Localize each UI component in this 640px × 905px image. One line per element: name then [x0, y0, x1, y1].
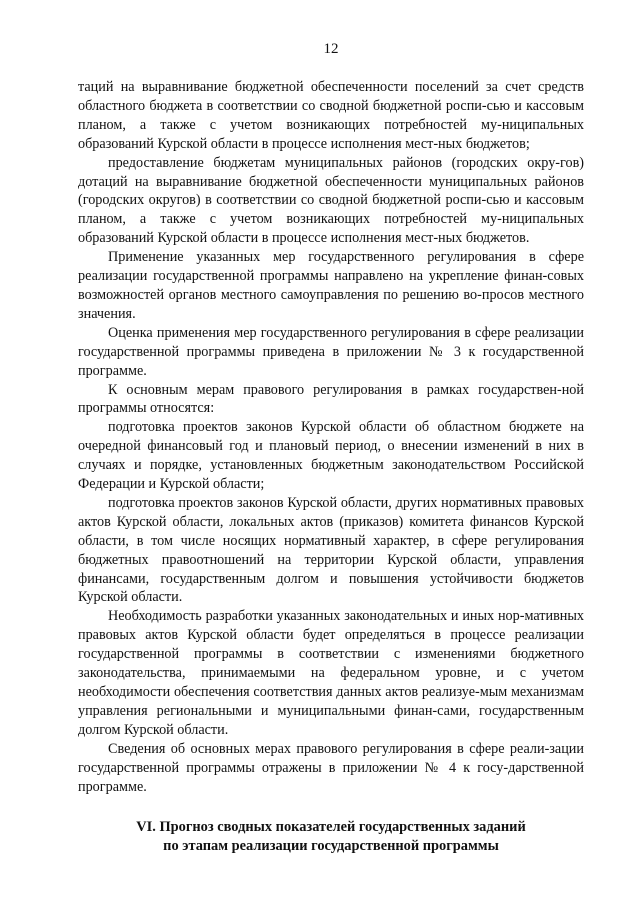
paragraph: Сведения об основных мерах правового регулирования в сфере реали-зации государственной программы отражены в приложении № 4 к госу-дарственной программе.: [78, 740, 584, 795]
paragraph: К основным мерам правового регулирования в рамках государствен-ной программы относятся:: [78, 381, 584, 417]
body-text: [78, 78, 584, 796]
paragraph: Оценка применения мер государственного регулирования в сфере реализации государственной программы приведена в приложении № 3 к государственной программе.: [78, 324, 584, 379]
paragraph: таций на выравнивание бюджетной обеспеченности поселений за счет средств областного бюджета в соответствии со сводной бюджетной роспи-сью и кассовым планом, а также с учетом возникающих потребностей му-ниципальных образований Курской области в процессе исполнения мест-ных бюджетов;: [78, 79, 584, 152]
paragraph: подготовка проектов законов Курской области, других нормативных правовых актов Курской области, локальных актов (приказов) комитета финансов Курской области, в том числе носящих нормативный характер, в сфере регулирования бюджетных правоотношений на территории Курской области, управления финансами, государственным долгом и повышения устойчивости бюджетов Курской области.: [78, 494, 584, 606]
section-title: [78, 818, 584, 856]
page-number: 12: [323, 41, 339, 57]
section-title-line: VI. Прогноз сводных показателей государственных заданий: [136, 819, 526, 836]
paragraph: Применение указанных мер государственного регулирования в сфере реализации государственной программы направлено на укрепление финан-совых возможностей органов местного самоуправления по решению во-просов местного значения.: [78, 249, 584, 322]
paragraph: подготовка проектов законов Курской области об областном бюджете на очередной финансовый год и плановый период, о внесении изменений в них в случаях и порядке, установленных бюджетным законодательством Российской Федерации и Курской области;: [78, 419, 584, 493]
paragraph: Необходимость разработки указанных законодательных и иных нор-мативных правовых актов Курской области будет определяться в процессе реализации государственной программы в соответствии с изменениями бюджетного законодательства, принимаемыми на федеральном уровне, и с учетом необходимости обеспечения соответствия данных актов реализуе-мым механизмам управления региональными и муниципальными финан-сами, государственным долгом Курской области.: [78, 608, 584, 738]
section-title-line: по этапам реализации государственной программы: [163, 838, 499, 855]
paragraph: предоставление бюджетам муниципальных районов (городских окру-гов) дотаций на выравнивание бюджетной обеспеченности муниципальных районов (городских округов) в соответствии со сводной бюджетной роспи-сью и кассовым планом, а также с учетом возникающих потребностей му-ниципальных образований Курской области в процессе исполнения мест-ных бюджетов.: [78, 154, 584, 247]
